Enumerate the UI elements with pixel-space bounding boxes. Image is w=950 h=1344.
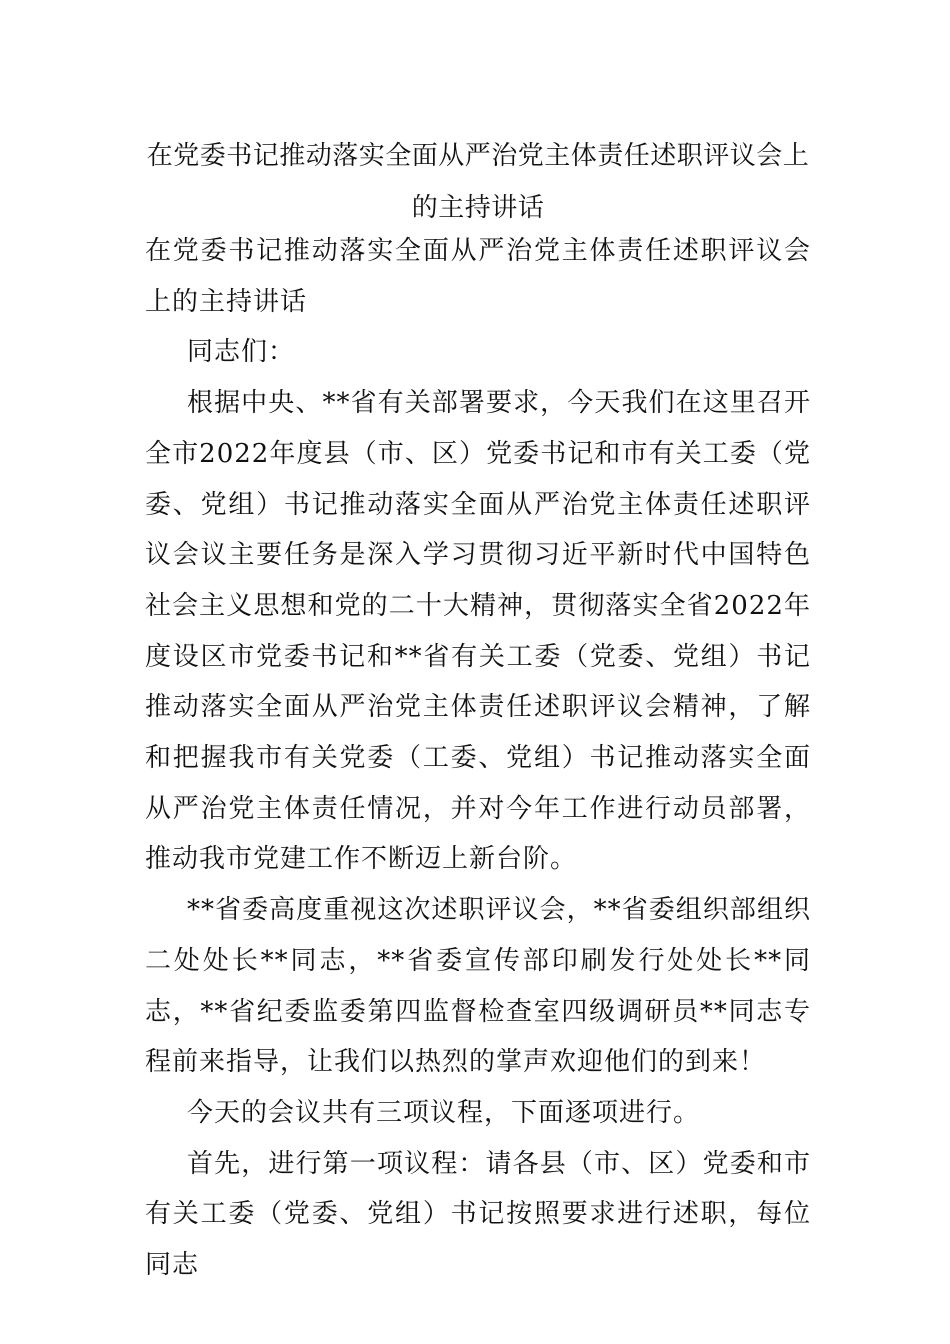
document-title: 在党委书记推动落实全面从严治党主体责任述职评议会上的主持讲话 <box>146 141 810 223</box>
paragraph: 今天的会议共有三项议程，下面逐项进行。 <box>187 1097 701 1128</box>
heading-repeat: 在党委书记推动落实全面从严治党主体责任述职评议会上的主持讲话 <box>145 236 811 317</box>
paragraph: 根据中央、**省有关部署要求，今天我们在这里召开全市2022年度县（市、区）党委书记和市有关工委（党委、党组）书记推动落实全面从严治党主体责任述职评议会议主要任务是深入学习贯彻习近平新时代中国特色社会主义思想和党的二十大精神，贯彻落实全省2022年度设区市党委书记和**省有关工委（党委、党组）书记推动落实全面从严治党主体责任述职评议会精神，了解和把握我市有关党委（工委、党组）书记推动落实全面从严治党主体责任情况，并对今年工作进行动员部署，推动我市党建工作不断迈上新台阶。 <box>145 388 811 875</box>
paragraph: 首先，进行第一项议程：请各县（市、区）党委和市有关工委（党委、党组）书记按照要求进行述职，每位同志 <box>145 1148 811 1281</box>
paragraph: **省委高度重视这次述职评议会，**省委组织部组织二处处长**同志，**省委宣传部印刷发行处处长**同志，**省纪委监委第四监督检查室四级调研员**同志专程前来指导，让我们以热烈的掌声欢迎他们的到来！ <box>145 895 811 1078</box>
salutation: 同志们： <box>187 337 296 368</box>
document-body <box>145 226 811 1291</box>
